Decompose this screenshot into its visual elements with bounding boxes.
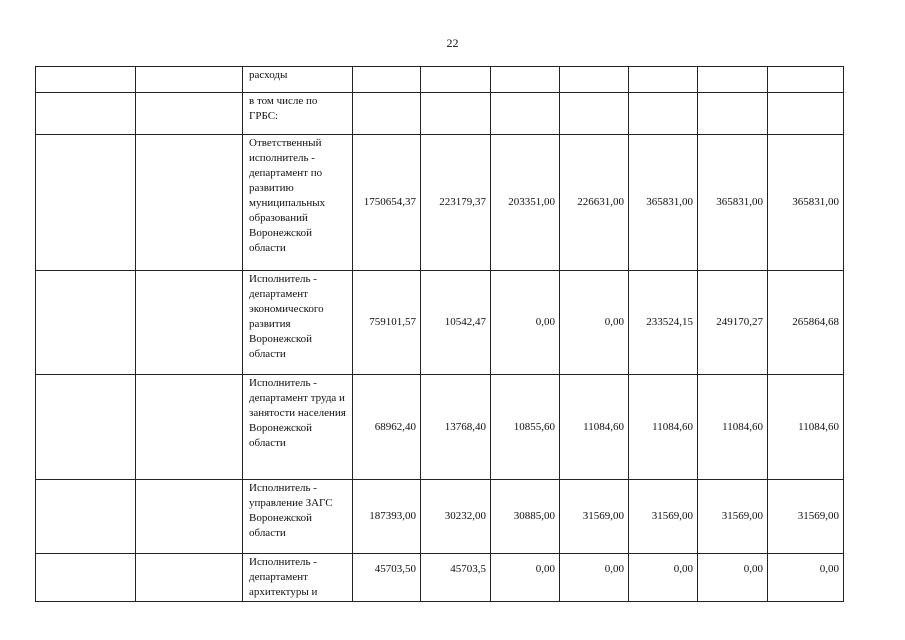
value-cell: 31569,00 bbox=[768, 480, 844, 554]
value-cell: 10542,47 bbox=[421, 271, 491, 375]
value-cell bbox=[768, 67, 844, 93]
value-cell: 11084,60 bbox=[560, 375, 629, 480]
value-cell bbox=[421, 67, 491, 93]
value-cell: 0,00 bbox=[629, 554, 698, 602]
empty-cell bbox=[136, 271, 243, 375]
empty-cell bbox=[136, 375, 243, 480]
row-label: Исполнитель - управление ЗАГС Воронежской области bbox=[243, 480, 353, 554]
value-cell: 0,00 bbox=[560, 554, 629, 602]
page-number: 22 bbox=[446, 36, 459, 50]
value-cell bbox=[560, 93, 629, 135]
value-cell: 0,00 bbox=[491, 554, 560, 602]
value-cell bbox=[629, 67, 698, 93]
row-label: Исполнитель - департамент архитектуры и bbox=[243, 554, 353, 602]
value-cell: 45703,5 bbox=[421, 554, 491, 602]
value-cell: 11084,60 bbox=[629, 375, 698, 480]
row-label: в том числе по ГРБС: bbox=[243, 93, 353, 135]
value-cell: 0,00 bbox=[768, 554, 844, 602]
row-label: расходы bbox=[243, 67, 353, 93]
value-cell: 233524,15 bbox=[629, 271, 698, 375]
value-cell: 31569,00 bbox=[560, 480, 629, 554]
empty-cell bbox=[36, 554, 136, 602]
value-cell: 13768,40 bbox=[421, 375, 491, 480]
empty-cell bbox=[136, 554, 243, 602]
value-cell bbox=[491, 93, 560, 135]
value-cell: 0,00 bbox=[491, 271, 560, 375]
table-row bbox=[36, 480, 844, 554]
value-cell: 226631,00 bbox=[560, 135, 629, 271]
empty-cell bbox=[36, 271, 136, 375]
value-cell: 68962,40 bbox=[353, 375, 421, 480]
empty-cell bbox=[136, 480, 243, 554]
value-cell: 11084,60 bbox=[768, 375, 844, 480]
value-cell: 365831,00 bbox=[698, 135, 768, 271]
value-cell bbox=[353, 67, 421, 93]
value-cell bbox=[698, 67, 768, 93]
empty-cell bbox=[36, 375, 136, 480]
value-cell bbox=[353, 93, 421, 135]
value-cell: 365831,00 bbox=[768, 135, 844, 271]
empty-cell bbox=[36, 93, 136, 135]
value-cell: 30885,00 bbox=[491, 480, 560, 554]
value-cell: 223179,37 bbox=[421, 135, 491, 271]
table-row bbox=[36, 375, 844, 480]
value-cell bbox=[560, 67, 629, 93]
empty-cell bbox=[136, 93, 243, 135]
value-cell: 203351,00 bbox=[491, 135, 560, 271]
value-cell: 31569,00 bbox=[698, 480, 768, 554]
value-cell bbox=[491, 67, 560, 93]
value-cell bbox=[421, 93, 491, 135]
value-cell bbox=[768, 93, 844, 135]
value-cell bbox=[698, 93, 768, 135]
value-cell: 0,00 bbox=[560, 271, 629, 375]
table-row bbox=[36, 93, 844, 135]
value-cell: 249170,27 bbox=[698, 271, 768, 375]
value-cell: 265864,68 bbox=[768, 271, 844, 375]
empty-cell bbox=[136, 135, 243, 271]
table-row bbox=[36, 67, 844, 93]
empty-cell bbox=[36, 67, 136, 93]
table-row bbox=[36, 135, 844, 271]
budget-table bbox=[35, 66, 844, 602]
empty-cell bbox=[136, 67, 243, 93]
value-cell: 45703,50 bbox=[353, 554, 421, 602]
value-cell: 30232,00 bbox=[421, 480, 491, 554]
value-cell: 11084,60 bbox=[698, 375, 768, 480]
value-cell: 10855,60 bbox=[491, 375, 560, 480]
value-cell bbox=[629, 93, 698, 135]
row-label: Ответственный исполнитель - департамент по развитию муниципальных образований Воронежской области bbox=[243, 135, 353, 271]
row-label: Исполнитель - департамент экономического развития Воронежской области bbox=[243, 271, 353, 375]
value-cell: 1750654,37 bbox=[353, 135, 421, 271]
value-cell: 365831,00 bbox=[629, 135, 698, 271]
value-cell: 187393,00 bbox=[353, 480, 421, 554]
value-cell: 759101,57 bbox=[353, 271, 421, 375]
row-label: Исполнитель - департамент труда и занятости населения Воронежской области bbox=[243, 375, 353, 480]
empty-cell bbox=[36, 480, 136, 554]
value-cell: 0,00 bbox=[698, 554, 768, 602]
empty-cell bbox=[36, 135, 136, 271]
table-row bbox=[36, 271, 844, 375]
table-row bbox=[36, 554, 844, 602]
value-cell: 31569,00 bbox=[629, 480, 698, 554]
